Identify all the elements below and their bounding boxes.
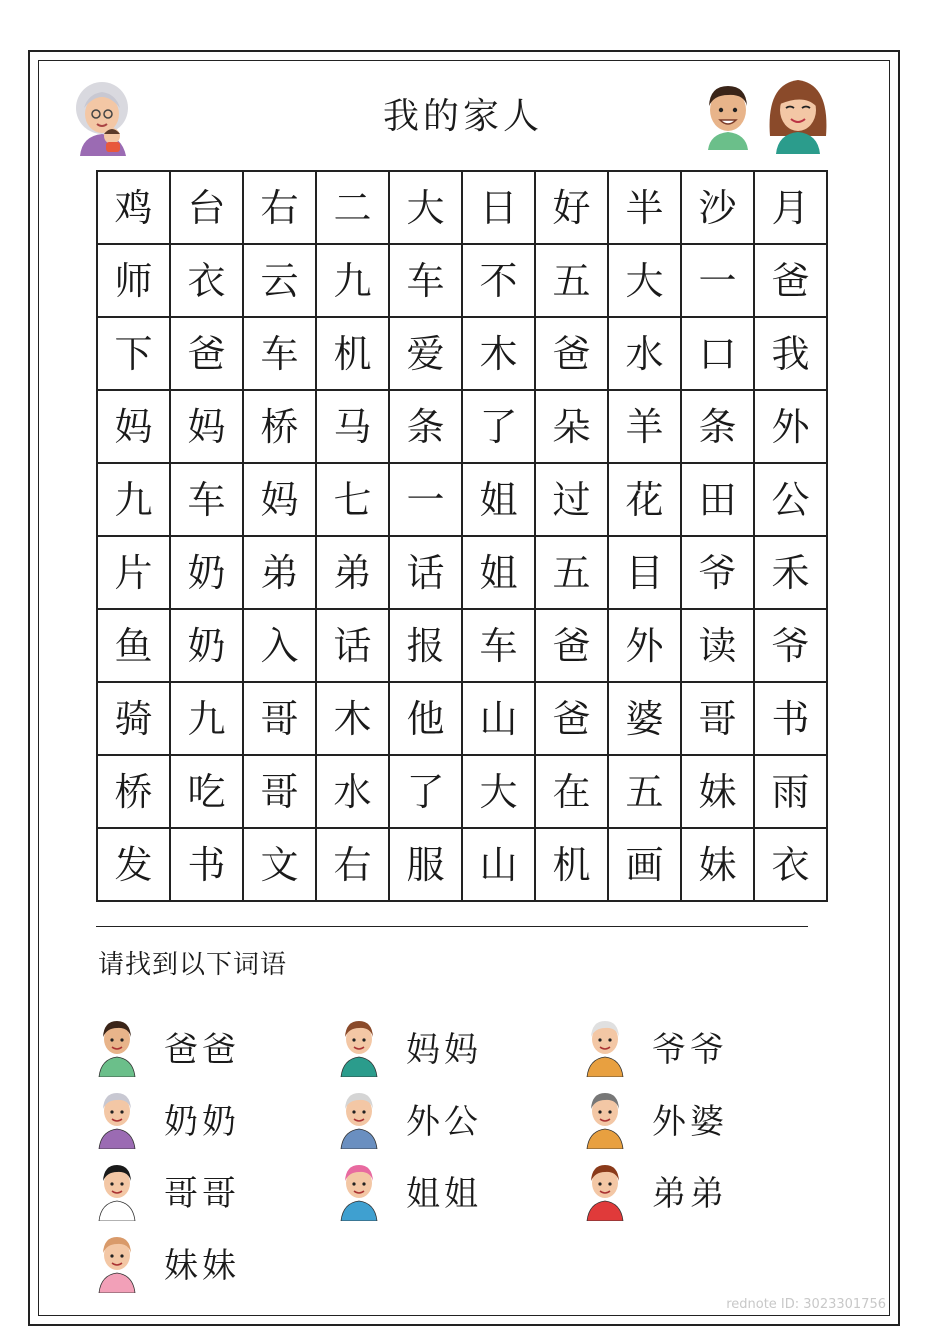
grid-cell: 报 bbox=[390, 610, 463, 683]
grid-cell: 鸡 bbox=[98, 172, 171, 245]
word-item bbox=[96, 1014, 240, 1078]
grid-cell: 日 bbox=[463, 172, 536, 245]
grid-cell: 羊 bbox=[609, 391, 682, 464]
grid-cell: 半 bbox=[609, 172, 682, 245]
grid-cell: 山 bbox=[463, 829, 536, 902]
grid-cell: 九 bbox=[317, 245, 390, 318]
grid-cell: 妈 bbox=[244, 464, 317, 537]
word-item bbox=[338, 1086, 482, 1150]
grid-cell: 车 bbox=[244, 318, 317, 391]
grid-cell: 禾 bbox=[755, 537, 828, 610]
grid-cell: 书 bbox=[171, 829, 244, 902]
grid-cell: 花 bbox=[609, 464, 682, 537]
grid-cell: 师 bbox=[98, 245, 171, 318]
grid-cell: 二 bbox=[317, 172, 390, 245]
grid-cell: 哥 bbox=[244, 756, 317, 829]
grid-cell: 七 bbox=[317, 464, 390, 537]
word-label: 弟弟 bbox=[652, 1173, 728, 1214]
grid-cell: 山 bbox=[463, 683, 536, 756]
grid-cell: 大 bbox=[609, 245, 682, 318]
maternal-grandfather-icon bbox=[338, 1087, 380, 1149]
grandmother-icon bbox=[96, 1087, 138, 1149]
grid-cell: 九 bbox=[171, 683, 244, 756]
grid-cell: 衣 bbox=[755, 829, 828, 902]
grid-cell: 奶 bbox=[171, 610, 244, 683]
grid-cell: 爷 bbox=[682, 537, 755, 610]
grid-cell: 爸 bbox=[536, 683, 609, 756]
grid-cell: 爸 bbox=[536, 610, 609, 683]
grid-cell: 文 bbox=[244, 829, 317, 902]
grid-cell: 右 bbox=[244, 172, 317, 245]
divider bbox=[96, 926, 808, 927]
older-sister-icon bbox=[338, 1159, 380, 1221]
grid-cell: 下 bbox=[98, 318, 171, 391]
father-icon bbox=[96, 1015, 138, 1077]
word-label: 外婆 bbox=[652, 1101, 728, 1142]
grid-cell: 大 bbox=[390, 172, 463, 245]
grid-cell: 九 bbox=[98, 464, 171, 537]
grid-cell: 朵 bbox=[536, 391, 609, 464]
grid-cell: 在 bbox=[536, 756, 609, 829]
grid-cell: 右 bbox=[317, 829, 390, 902]
grid-cell: 我 bbox=[755, 318, 828, 391]
grid-cell: 桥 bbox=[98, 756, 171, 829]
word-item bbox=[584, 1086, 728, 1150]
grid-cell: 入 bbox=[244, 610, 317, 683]
grid-cell: 条 bbox=[682, 391, 755, 464]
grid-cell: 爷 bbox=[755, 610, 828, 683]
grid-cell: 画 bbox=[609, 829, 682, 902]
watermark: rednote ID: 3023301756 bbox=[726, 1297, 886, 1312]
mother-icon bbox=[338, 1015, 380, 1077]
grid-cell: 五 bbox=[536, 537, 609, 610]
grid-cell: 水 bbox=[609, 318, 682, 391]
grid-cell: 不 bbox=[463, 245, 536, 318]
word-item bbox=[96, 1086, 240, 1150]
grid-cell: 台 bbox=[171, 172, 244, 245]
grid-cell: 公 bbox=[755, 464, 828, 537]
grid-cell: 一 bbox=[682, 245, 755, 318]
grid-cell: 话 bbox=[317, 610, 390, 683]
word-label: 奶奶 bbox=[164, 1101, 240, 1142]
grid-cell: 哥 bbox=[244, 683, 317, 756]
grid-cell: 马 bbox=[317, 391, 390, 464]
grid-cell: 服 bbox=[390, 829, 463, 902]
grid-cell: 骑 bbox=[98, 683, 171, 756]
younger-sister-icon bbox=[96, 1231, 138, 1293]
word-item bbox=[584, 1014, 728, 1078]
word-label: 爸爸 bbox=[164, 1029, 240, 1070]
word-label: 姐姐 bbox=[406, 1173, 482, 1214]
grid-cell: 书 bbox=[755, 683, 828, 756]
page-title: 我的家人 bbox=[382, 96, 543, 137]
word-label: 哥哥 bbox=[164, 1173, 240, 1214]
grid-cell: 车 bbox=[390, 245, 463, 318]
word-label: 外公 bbox=[406, 1101, 482, 1142]
grid-cell: 奶 bbox=[171, 537, 244, 610]
word-label: 爷爷 bbox=[652, 1029, 728, 1070]
grid-cell: 云 bbox=[244, 245, 317, 318]
grid-cell: 好 bbox=[536, 172, 609, 245]
maternal-grandmother-icon bbox=[584, 1087, 626, 1149]
word-label: 妹妹 bbox=[164, 1245, 240, 1286]
grid-cell: 五 bbox=[536, 245, 609, 318]
grid-cell: 妈 bbox=[171, 391, 244, 464]
grid-cell: 发 bbox=[98, 829, 171, 902]
grid-cell: 婆 bbox=[609, 683, 682, 756]
grid-cell: 爸 bbox=[536, 318, 609, 391]
grid-cell: 雨 bbox=[755, 756, 828, 829]
grid-cell: 桥 bbox=[244, 391, 317, 464]
word-label: 妈妈 bbox=[406, 1029, 482, 1070]
grid-cell: 水 bbox=[317, 756, 390, 829]
grid-cell: 机 bbox=[317, 318, 390, 391]
grid-cell: 妈 bbox=[98, 391, 171, 464]
word-search-grid bbox=[96, 170, 828, 902]
grid-cell: 弟 bbox=[317, 537, 390, 610]
grid-cell: 他 bbox=[390, 683, 463, 756]
instruction-text: 请找到以下词语 bbox=[98, 950, 288, 980]
word-item bbox=[96, 1230, 240, 1294]
grid-cell: 口 bbox=[682, 318, 755, 391]
older-brother-icon bbox=[96, 1159, 138, 1221]
grid-cell: 话 bbox=[390, 537, 463, 610]
word-item bbox=[584, 1158, 728, 1222]
grandfather-icon bbox=[584, 1015, 626, 1077]
grid-cell: 大 bbox=[463, 756, 536, 829]
grid-cell: 妹 bbox=[682, 829, 755, 902]
grid-cell: 月 bbox=[755, 172, 828, 245]
grid-cell: 田 bbox=[682, 464, 755, 537]
grid-cell: 爱 bbox=[390, 318, 463, 391]
word-item bbox=[338, 1158, 482, 1222]
grid-cell: 木 bbox=[317, 683, 390, 756]
grid-cell: 鱼 bbox=[98, 610, 171, 683]
grid-cell: 五 bbox=[609, 756, 682, 829]
grid-cell: 过 bbox=[536, 464, 609, 537]
grid-cell: 车 bbox=[463, 610, 536, 683]
grid-cell: 了 bbox=[390, 756, 463, 829]
grid-cell: 车 bbox=[171, 464, 244, 537]
grid-cell: 机 bbox=[536, 829, 609, 902]
grid-cell: 姐 bbox=[463, 537, 536, 610]
grid-cell: 弟 bbox=[244, 537, 317, 610]
grid-cell: 吃 bbox=[171, 756, 244, 829]
word-item bbox=[338, 1014, 482, 1078]
grid-cell: 目 bbox=[609, 537, 682, 610]
grid-cell: 沙 bbox=[682, 172, 755, 245]
grid-cell: 爸 bbox=[171, 318, 244, 391]
grid-cell: 一 bbox=[390, 464, 463, 537]
grid-cell: 妹 bbox=[682, 756, 755, 829]
grid-cell: 外 bbox=[609, 610, 682, 683]
grid-cell: 爸 bbox=[755, 245, 828, 318]
grid-cell: 衣 bbox=[171, 245, 244, 318]
grid-cell: 片 bbox=[98, 537, 171, 610]
grid-cell: 哥 bbox=[682, 683, 755, 756]
grid-cell: 外 bbox=[755, 391, 828, 464]
grid-cell: 姐 bbox=[463, 464, 536, 537]
grid-cell: 木 bbox=[463, 318, 536, 391]
grid-cell: 了 bbox=[463, 391, 536, 464]
grid-cell: 读 bbox=[682, 610, 755, 683]
word-item bbox=[96, 1158, 240, 1222]
grid-cell: 条 bbox=[390, 391, 463, 464]
younger-brother-icon bbox=[584, 1159, 626, 1221]
